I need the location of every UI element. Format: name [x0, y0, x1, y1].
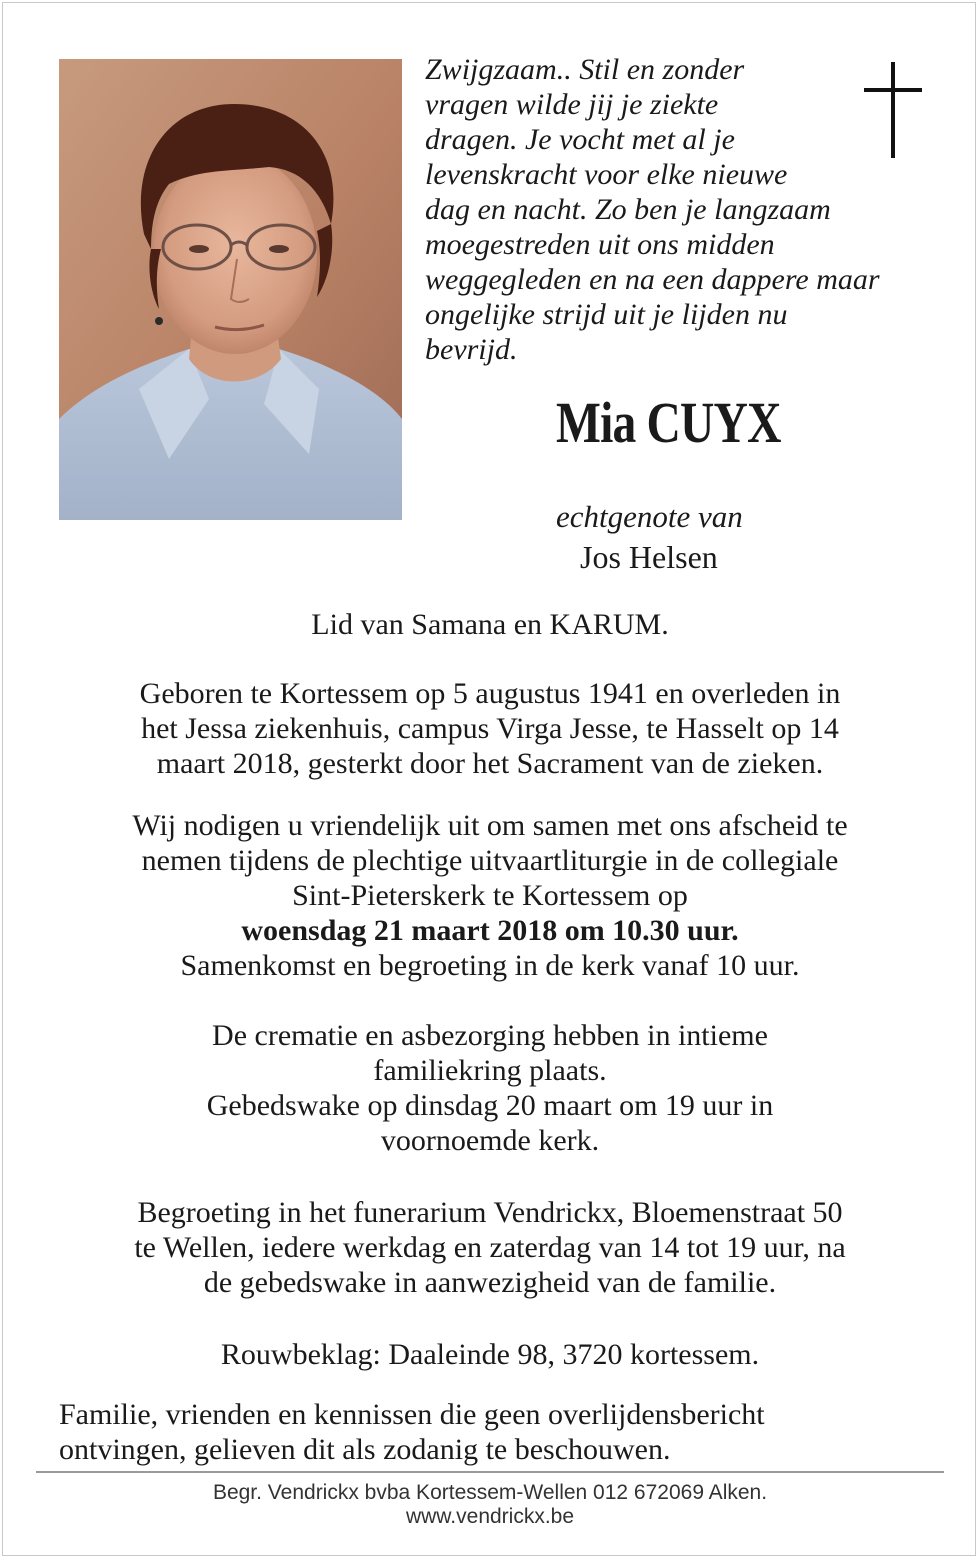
cremation-line: voornoemde kerk. — [380, 1124, 600, 1157]
poem-line: dag en nacht. Zo ben je langzaam — [425, 193, 831, 226]
relation-label: echtgenote van — [556, 499, 743, 534]
cross-icon — [864, 62, 922, 158]
birth-death-text — [40, 676, 940, 781]
poem-line: ongelijke strijd uit je lijden nu — [425, 298, 788, 331]
condolence-address-line: Rouwbeklag: Daaleinde 98, 3720 kortessem. — [220, 1338, 760, 1371]
poem — [425, 52, 925, 367]
spouse-name: Jos Helsen — [580, 539, 718, 575]
poem-line: vragen wilde jij je ziekte — [425, 88, 719, 121]
invitation-text — [40, 808, 940, 983]
cremation-line: De crematie en asbezorging hebben in intieme — [212, 1019, 768, 1052]
birth-death-line: het Jessa ziekenhuis, campus Virga Jesse, te Hasselt op 14 — [141, 712, 839, 745]
greeting-text — [40, 1195, 940, 1300]
footer-website[interactable]: www.vendrickx.be — [405, 1505, 575, 1528]
footer — [40, 1481, 940, 1529]
poem-line: levenskracht voor elke nieuwe — [425, 158, 788, 191]
invitation-line: Sint-Pieterskerk te Kortessem op — [292, 879, 688, 912]
greeting-line: de gebedswake in aanwezigheid van de familie. — [203, 1266, 777, 1299]
condolence-address — [40, 1337, 940, 1372]
greeting-line: Begroeting in het funerarium Vendrickx, Bloemenstraat 50 — [137, 1196, 843, 1229]
poem-line: Zwijgzaam.. Stil en zonder — [425, 53, 745, 86]
greeting-line: te Wellen, iedere werkdag en zaterdag van 14 tot 19 uur, na — [134, 1231, 846, 1264]
portrait-photo — [59, 59, 402, 520]
family-note-line: Familie, vrienden en kennissen die geen overlijdensbericht — [59, 1398, 765, 1431]
poem-line: weggegleden en na een dappere maar — [425, 263, 880, 296]
family-note — [59, 1397, 765, 1467]
birth-death-line: maart 2018, gesterkt door het Sacrament van de zieken. — [156, 747, 824, 780]
cremation-line: familiekring plaats. — [373, 1054, 607, 1087]
family-note-line: ontvingen, gelieven dit als zodanig te beschouwen. — [59, 1433, 671, 1466]
poem-line: dragen. Je vocht met al je — [425, 123, 735, 156]
footer-divider — [36, 1471, 944, 1473]
membership-line: Lid van Samana en KARUM. — [311, 608, 669, 641]
poem-line: moegestreden uit ons midden — [425, 228, 775, 261]
invitation-line: nemen tijdens de plechtige uitvaartliturgie in de collegiale — [141, 844, 839, 877]
cremation-text — [40, 1018, 940, 1158]
birth-death-line: Geboren te Kortessem op 5 augustus 1941 en overleden in — [139, 677, 841, 710]
membership-text — [40, 607, 940, 642]
gathering-line: Samenkomst en begroeting in de kerk vanaf 10 uur. — [180, 949, 800, 982]
poem-line: bevrijd. — [425, 333, 518, 366]
cremation-line: Gebedswake op dinsdag 20 maart om 19 uur in — [206, 1089, 774, 1122]
footer-company: Begr. Vendrickx bvba Kortessem-Wellen 012 672069 Alken. — [212, 1481, 768, 1504]
invitation-line: Wij nodigen u vriendelijk uit om samen met ons afscheid te — [132, 809, 848, 842]
deceased-name: Mia CUYX — [556, 390, 781, 455]
funeral-date-time: woensdag 21 maart 2018 om 10.30 uur. — [241, 914, 739, 947]
